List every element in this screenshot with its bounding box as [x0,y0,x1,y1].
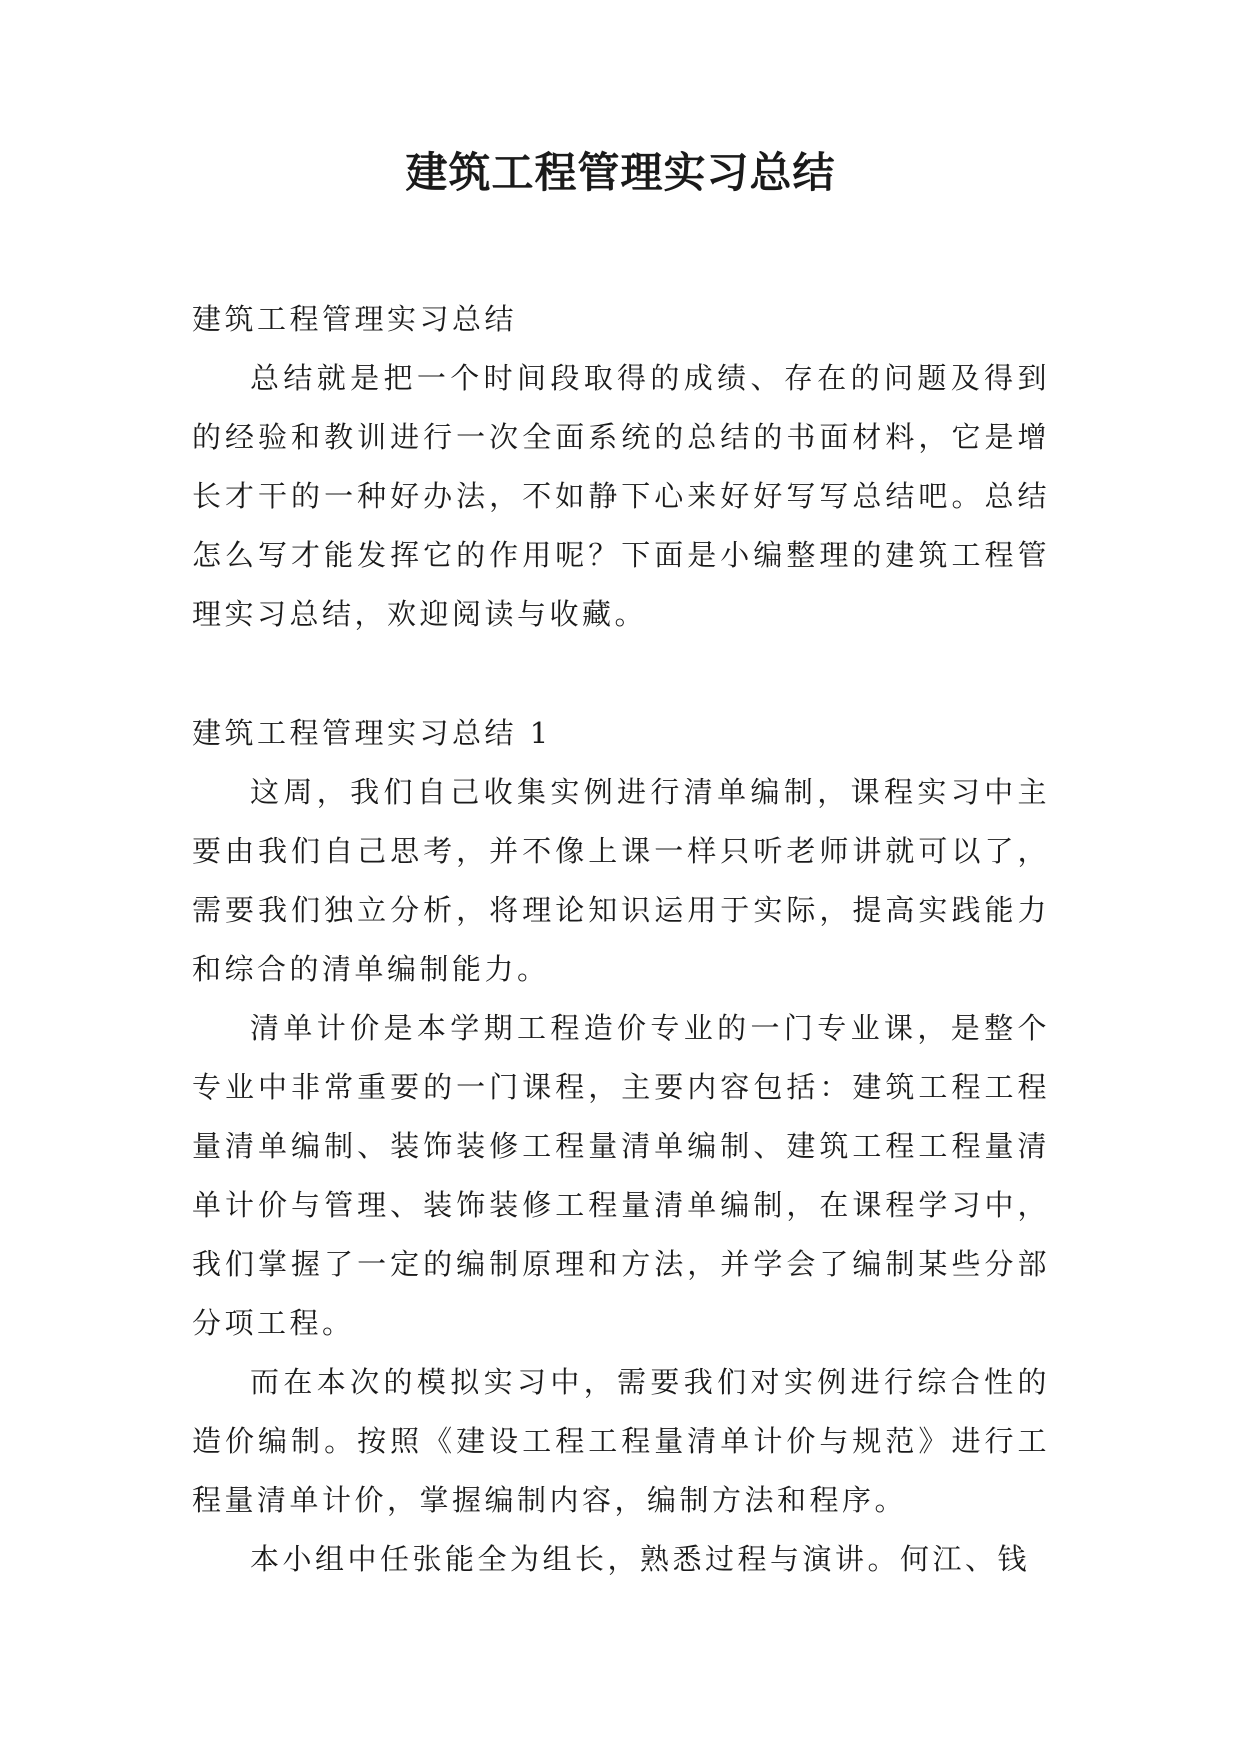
document-body [192,290,1050,1589]
body-paragraph: 而在本次的模拟实习中，需要我们对实例进行综合性的造价编制。按照《建设工程工程量清单计价与规范》进行工程量清单计价，掌握编制内容，编制方法和程序。 [192,1365,1050,1517]
section-spacer [192,644,1050,704]
document-title: 建筑工程管理实习总结 [405,148,836,197]
document-subtitle: 建筑工程管理实习总结 [192,302,518,336]
body-paragraph: 这周，我们自己收集实例进行清单编制，课程实习中主要由我们自己思考，并不像上课一样只听老师讲就可以了，需要我们独立分析，将理论知识运用于实际，提高实践能力和综合的清单编制能力。 [192,775,1050,986]
intro-paragraph: 总结就是把一个时间段取得的成绩、存在的问题及得到的经验和教训进行一次全面系统的总结的书面材料，它是增长才干的一种好办法，不如静下心来好好写写总结吧。总结怎么写才能发挥它的作用呢？下面是小编整理的建筑工程管理实习总结，欢迎阅读与收藏。 [192,361,1050,631]
body-paragraph: 本小组中任张能全为组长，熟悉过程与演讲。何江、钱 [250,1542,1031,1576]
section-heading: 建筑工程管理实习总结 1 [192,716,552,750]
body-paragraph: 清单计价是本学期工程造价专业的一门专业课，是整个专业中非常重要的一门课程，主要内容包括：建筑工程工程量清单编制、装饰装修工程量清单编制、建筑工程工程量清单计价与管理、装饰装修工程量清单编制，在课程学习中，我们掌握了一定的编制原理和方法，并学会了编制某些分部分项工程。 [192,1011,1050,1340]
